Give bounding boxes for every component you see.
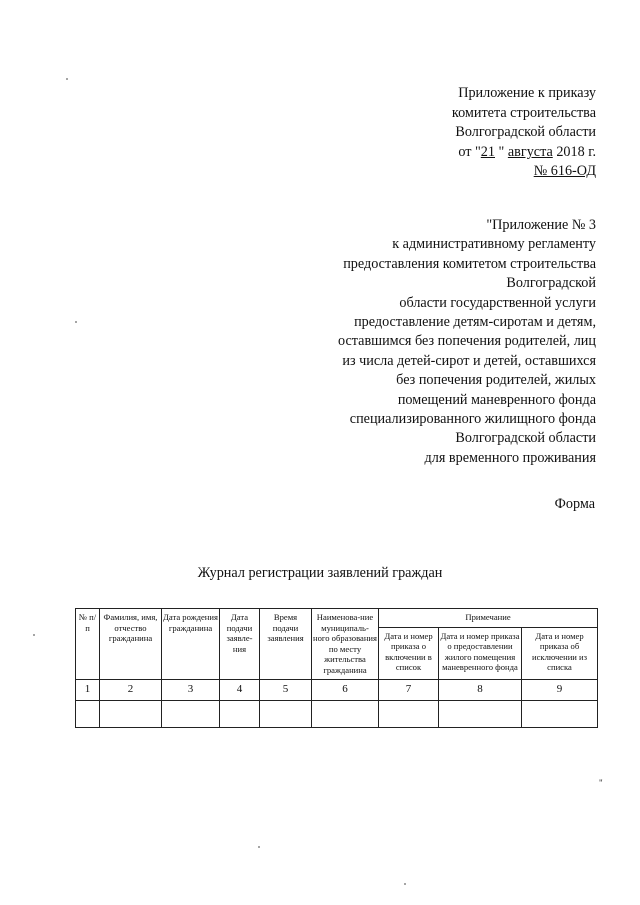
appendix3-line: из числа детей-сирот и детей, оставшихся <box>342 352 596 369</box>
appendix-line: Волгоградской области <box>455 124 596 141</box>
appendix-line: Приложение к приказу <box>458 85 596 101</box>
column-number: 3 <box>162 679 220 700</box>
empty-cell <box>76 700 100 727</box>
appendix3-line: области государственной услуги <box>399 294 596 311</box>
col-number-header: № п/п <box>76 609 100 680</box>
empty-cell <box>162 700 220 727</box>
column-number: 6 <box>312 679 379 700</box>
empty-cell <box>379 700 439 727</box>
appendix3-header <box>338 216 596 468</box>
empty-cell <box>522 700 598 727</box>
scan-speck <box>258 846 260 848</box>
column-numbers-row <box>76 679 598 700</box>
order-appendix-header <box>452 84 596 182</box>
appendix3-line: Волгоградской области <box>455 430 596 447</box>
empty-cell <box>439 700 522 727</box>
appendix3-line: к административному регламенту <box>392 236 596 253</box>
empty-cell <box>220 700 260 727</box>
date-month: августа <box>507 143 553 160</box>
date-prefix: от " <box>458 143 481 160</box>
column-number: 9 <box>522 679 598 700</box>
scan-speck <box>75 321 77 323</box>
appendix3-line: специализированного жилищного фонда <box>349 411 596 428</box>
appendix3-line: без попечения родителей, жилых <box>396 372 596 389</box>
column-number: 7 <box>379 679 439 700</box>
appendix3-line: помещений маневренного фонда <box>397 391 596 408</box>
document-title: Журнал регистрации заявлений граждан <box>197 565 443 581</box>
appendix3-line: Волгоградской <box>506 275 596 292</box>
date-mid: " <box>494 143 508 160</box>
registration-journal-table <box>75 608 598 728</box>
table-row <box>76 700 598 727</box>
closing-quote: " <box>599 778 603 788</box>
date-day: 21 <box>480 143 495 160</box>
col-submit-date-header: Дата подачи заявле-ния <box>220 609 260 680</box>
appendix3-line: оставшимся без попечения родителей, лиц <box>338 333 596 350</box>
appendix3-line: предоставления комитетом строительства <box>343 255 596 272</box>
form-label: Форма <box>554 496 595 512</box>
col-note-header: Примечание <box>379 609 598 628</box>
sub-exclude-header: Дата и номер приказа об исключении из списка <box>522 627 598 679</box>
appendix3-line: для временного проживания <box>424 449 596 466</box>
table-header-row <box>76 609 598 628</box>
empty-cell <box>312 700 379 727</box>
column-number: 4 <box>220 679 260 700</box>
col-birth-header: Дата рождения гражданина <box>162 609 220 680</box>
column-number: 8 <box>439 679 522 700</box>
column-number: 1 <box>76 679 100 700</box>
sub-provide-header: Дата и номер приказа о предоставлении жилого помещения маневренного фонда <box>439 627 522 679</box>
order-date-line <box>452 143 596 163</box>
empty-cell <box>100 700 162 727</box>
col-submit-time-header: Время подачи заявления <box>260 609 312 680</box>
column-number: 5 <box>260 679 312 700</box>
col-name-header: Фамилия, имя, отчество гражданина <box>100 609 162 680</box>
col-municipality-header: Наименова-ние муниципаль-ного образования по месту жительства гражданина <box>312 609 379 680</box>
date-year: 2018 г. <box>552 143 596 160</box>
column-number: 2 <box>100 679 162 700</box>
scan-speck <box>404 883 406 885</box>
sub-include-header: Дата и номер приказа о включении в список <box>379 627 439 679</box>
empty-cell <box>260 700 312 727</box>
scan-speck <box>33 634 35 636</box>
order-number: № 616-ОД <box>533 163 596 180</box>
appendix-line: комитета строительства <box>451 104 596 121</box>
scan-speck <box>66 78 68 80</box>
appendix3-line: "Приложение № 3 <box>486 217 596 233</box>
appendix3-line: предоставление детям-сиротам и детям, <box>354 314 596 331</box>
